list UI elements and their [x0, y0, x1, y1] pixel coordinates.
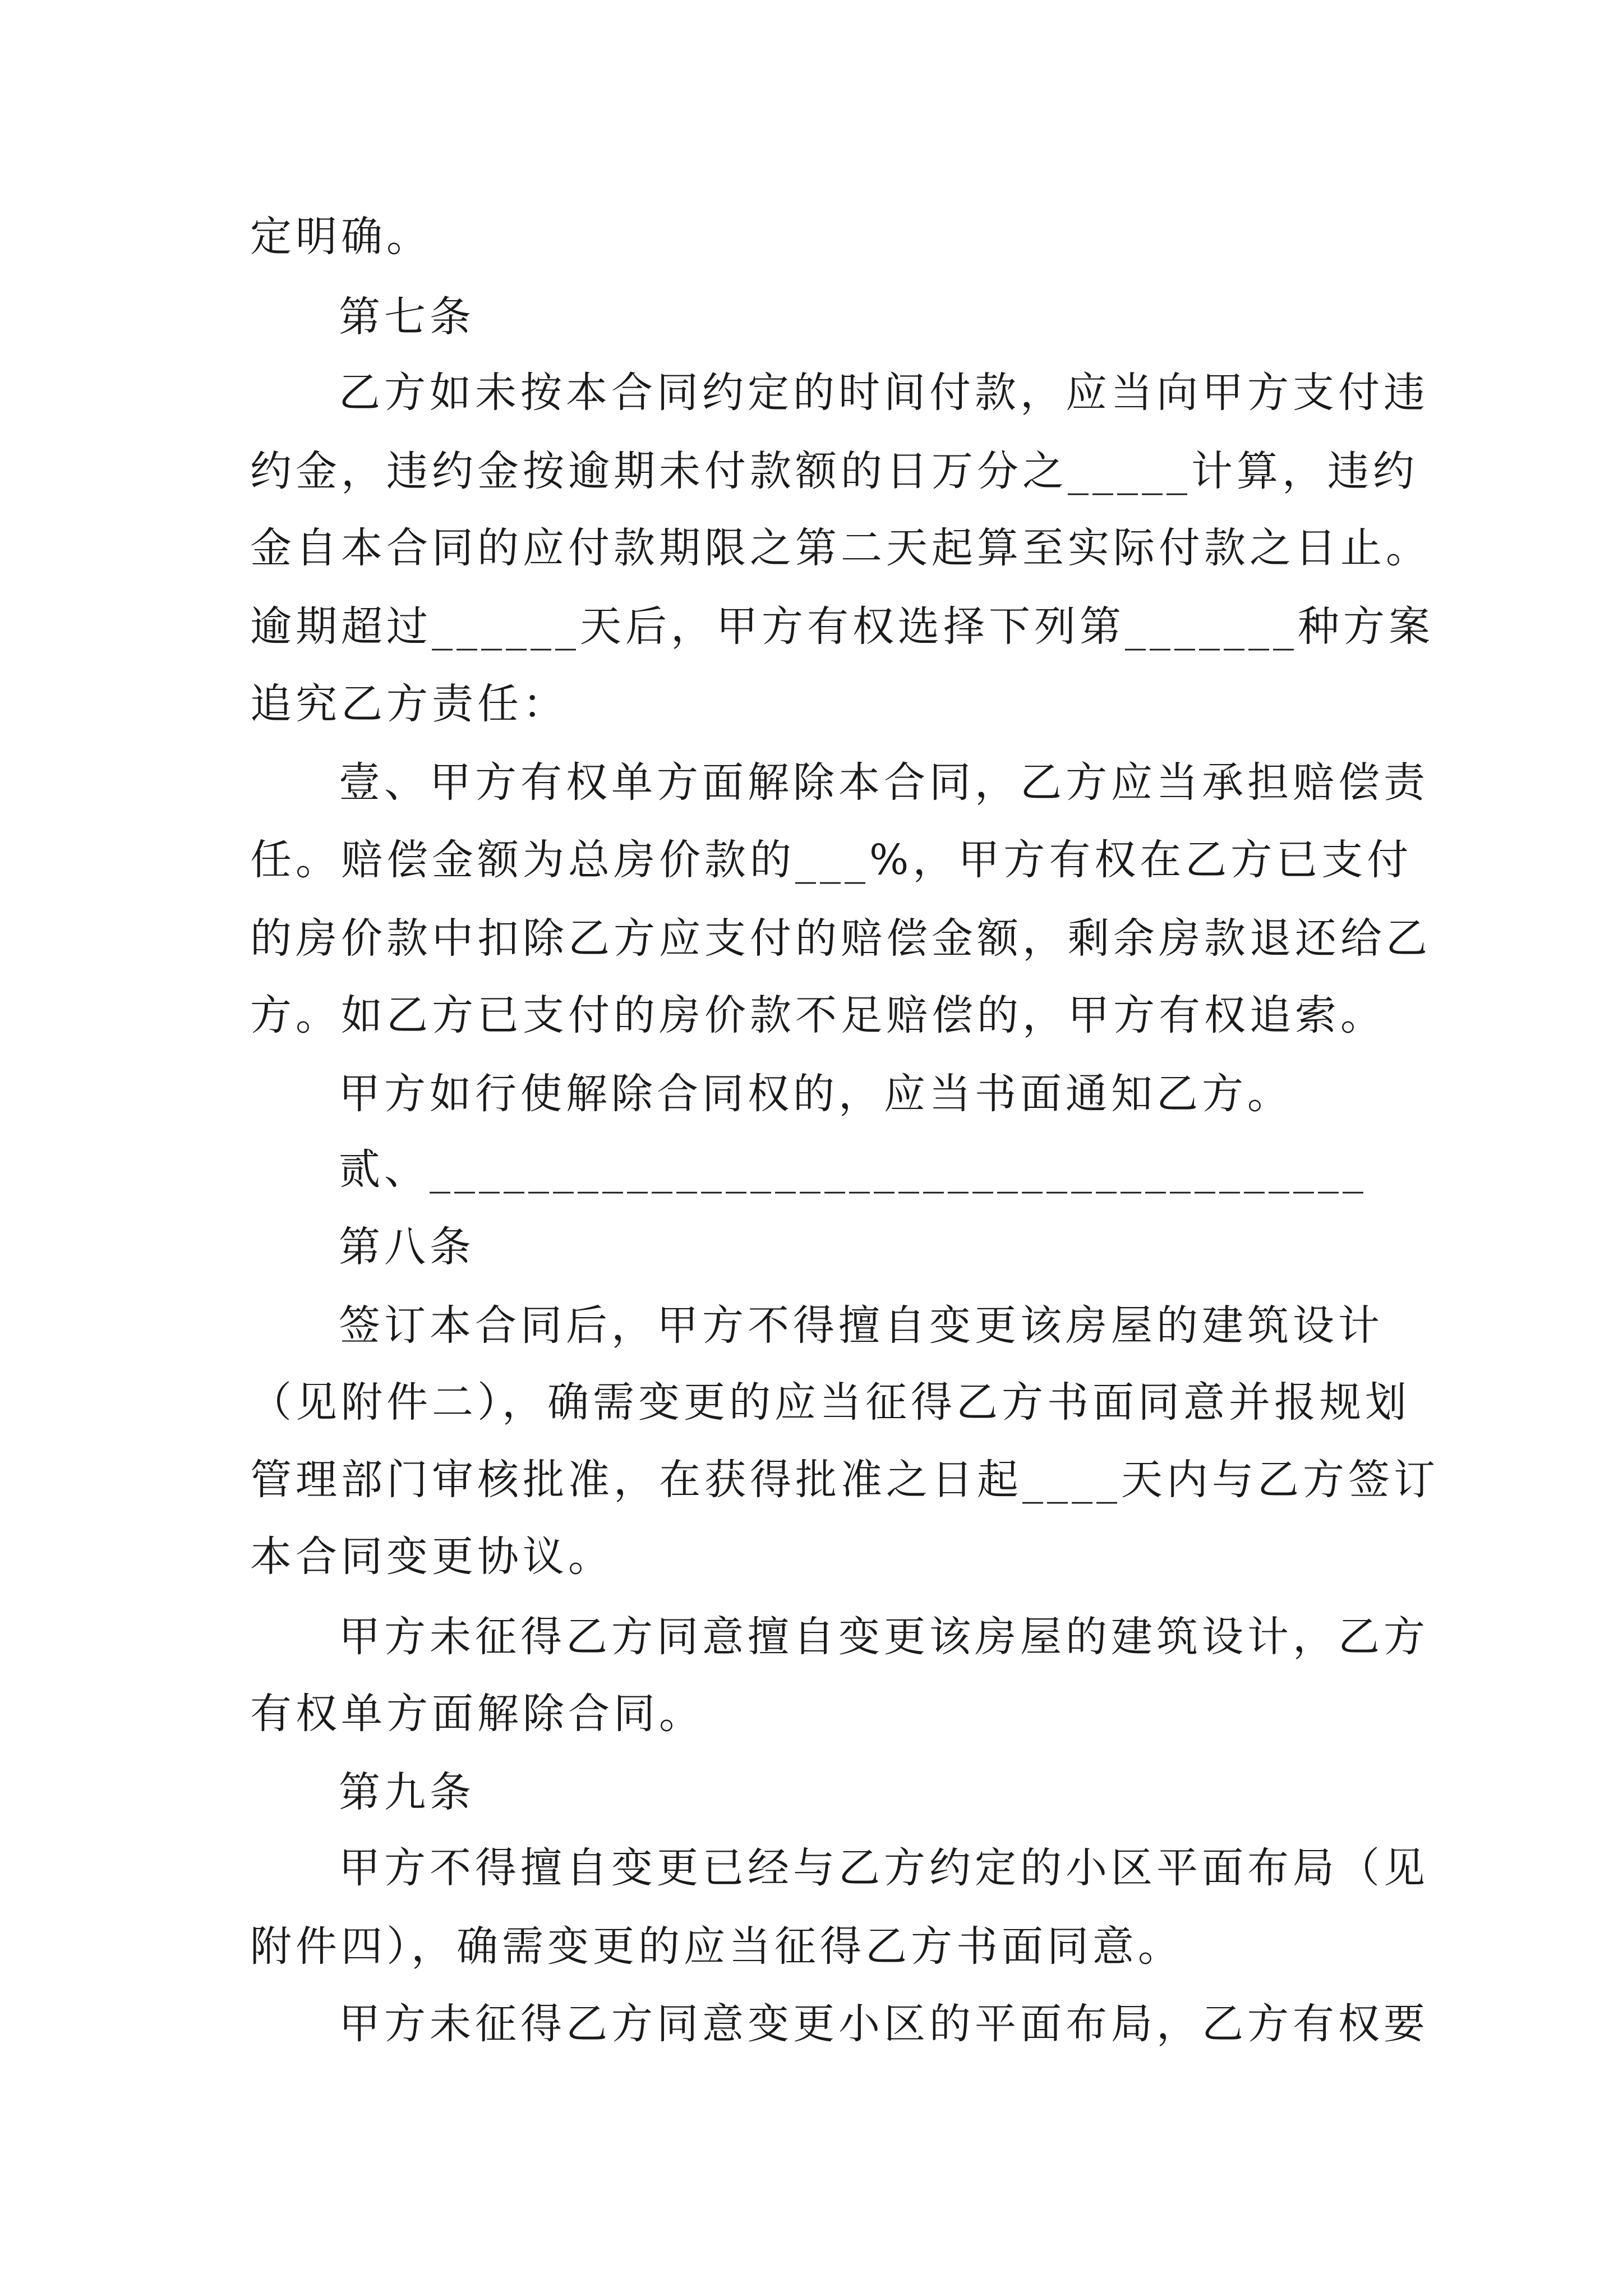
- text-line-16: （见附件二），确需变更的应当征得乙方书面同意并报规划: [250, 1378, 1410, 1427]
- text-line-11: 方。如乙方已支付的房价款不足赔偿的，甲方有权追索。: [250, 991, 1386, 1039]
- text-line-13: 贰、______________________________________: [339, 1145, 1367, 1194]
- text-line-18: 本合同变更协议。: [250, 1533, 614, 1581]
- text-line-23: 附件四），确需变更的应当征得乙方书面同意。: [250, 1922, 1183, 1971]
- text-line-7: 追究乙方责任：: [250, 680, 568, 728]
- text-line-8: 壹、甲方有权单方面解除本合同，乙方应当承担赔偿责: [339, 758, 1429, 807]
- article-heading-8: 第八条: [339, 1223, 475, 1271]
- text-line-22: 甲方不得擅自变更已经与乙方约定的小区平面布局（见: [339, 1844, 1429, 1892]
- text-line-9: 任。赔偿金额为总房价款的___%，甲方有权在乙方已支付: [250, 836, 1413, 884]
- text-line-3: 乙方如未按本合同约定的时间付款，应当向甲方支付违: [339, 369, 1429, 417]
- text-line-24: 甲方未征得乙方同意变更小区的平面布局，乙方有权要: [339, 2000, 1429, 2048]
- text-line-6: 逾期超过______天后，甲方有权选择下列第_______种方案: [250, 602, 1434, 651]
- text-line-5: 金自本合同的应付款期限之第二天起算至实际付款之日止。: [250, 524, 1431, 572]
- text-line-4: 约金，违约金按逾期未付款额的日万分之_____计算，违约: [250, 447, 1418, 495]
- article-heading-9: 第九条: [339, 1768, 475, 1816]
- text-line-19: 甲方未征得乙方同意擅自变更该房屋的建筑设计，乙方: [339, 1613, 1429, 1661]
- text-line-15: 签订本合同后，甲方不得擅自变更该房屋的建筑设计: [339, 1301, 1384, 1350]
- text-line-20: 有权单方面解除合同。: [250, 1690, 704, 1738]
- text-line-1: 定明确。: [250, 213, 432, 261]
- text-line-17: 管理部门审核批准，在获得批准之日起____天内与乙方签订: [250, 1456, 1439, 1504]
- text-line-12: 甲方如行使解除合同权的，应当书面通知乙方。: [339, 1070, 1293, 1118]
- article-heading-7: 第七条: [339, 293, 475, 341]
- text-line-10: 的房价款中扣除乙方应支付的赔偿金额，剩余房款退还给乙: [250, 914, 1431, 963]
